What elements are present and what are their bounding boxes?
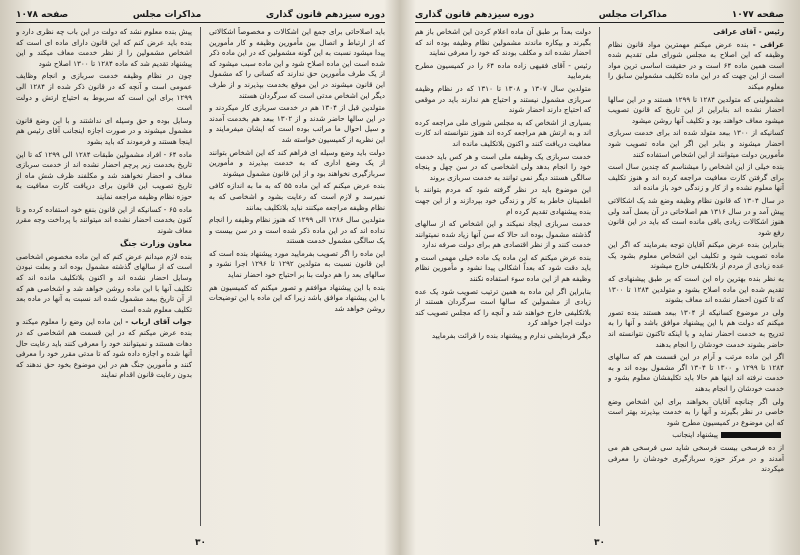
left-page [6, 4, 395, 551]
paragraph: ماده ۶۵ - کسانیکه از این قانون بنفع خود استفاده کرده و تا کنون بخدمت احضار نشده اند میتوانند با پرداخت وجه مقرر معاف شوند [16, 204, 192, 235]
paragraph: باید اصلاحاتی برای جمع این اشکالات و مخصوصاً اشکالاتی که از ارتباط و اتصال بین مأمورین وظیفه و کار مأمورین پیدا میشود نسبت به این گونه مشمولین که در این ماده ذکر شده است این ماده اصلاح شود و این ماده سبب میشود که از یک طرف مأمورین حق ندارند که کسانی را که مشمول این قانون میشوند در این موقع بخدمت بپذیرند و از طرف دیگر این اشخاص مدتی است که سرگردان هستند [209, 27, 385, 100]
left-header-title: دوره سیزدهم قانون گذاری [265, 10, 385, 20]
left-page-col-right [209, 27, 385, 526]
left-header-center: مذاکرات مجلس [132, 10, 202, 20]
paragraph: ولی در موضوع کسانیکه از ۱۳۰۴ ببعد هستند بنده تصور میکنم که دولت هم با این پیشنهاد موافق باشد و آنها را به تدریج به خدمت احضار نماید و یا اینکه تاکنون نتوانسته اند حاضر بشوند خدمت خودشان را انجام بدهند [608, 307, 784, 349]
paragraph: دولت باید وضع وسیله ای فراهم کند که این اشخاص بتوانند از یک وضع اداری که به خدمت بپذیرند و مأمورین سربازگیری نخواهند بود و از این قانون مشمول میشوند [209, 147, 385, 178]
paragraph: بسیاری از اشخاص که به مجلس شورای ملی مراجعه کرده اند و به ارتش هم مراجعه کرده اند هنوز نتوانسته اند کارت معافیت دریافت کنند و اکنون بلاتکلیف مانده اند [415, 117, 591, 148]
redacted-paragraph [608, 430, 784, 441]
paragraph: بنده عرض میکنم که این ماده یک ماده خیلی مهمی است و باید دقت شود که بعداً اشکالی پیدا نشود و مأمورین نظام وظیفه هم از این ماده سوء استفاده نکنند [415, 252, 591, 284]
right-header-page-number: صفحه ۱۰۷۷ [731, 10, 784, 20]
paragraph: بنده عرض میکنم که این ماده ۵۵ که به ما به اندازه کافی نمیرسد و لازم است که رعایت بشود و اشخاصی که به نظام وظیفه مراجعه میکنند نباید بلاتکلیف بمانند [209, 181, 385, 212]
left-page-header [16, 8, 385, 23]
paragraph: بنده خیلی از این اشخاص را میشناسم که چندین سال است برای گرفتن کارت معافیت مراجعه کرده اند و هنوز تکلیف آنها معلوم نشده و از کار و زندگی خود باز مانده اند [608, 162, 784, 193]
speaker-paragraph [608, 40, 784, 93]
paragraph: خدمت سربازی یک وظیفه ملی است و هر کس باید خدمت خود را انجام بدهد ولی اشخاصی که در سن چهل و پنجاه سالگی هستند دیگر نمی توانند به خدمت سربازی بروند [415, 151, 591, 182]
section-title: معاون وزارت جنگ [119, 239, 192, 249]
paragraph: بنابراین اگر این ماده به همین ترتیب تصویب شود یک عده زیادی از مشمولین که سالها است سرگردان هستند از بلاتکلیفی خارج خواهند شد و آنچه را که مجلس تصویب کند دولت اجرا خواهد کرد [415, 286, 591, 328]
paragraph: بنابراین بنده عرض میکنم آقایان توجه بفرمایند که اگر این ماده تصویب شود و تکلیف این اشخاص معلوم بشود یک عده زیادی از مردم از بلاتکلیفی خارج میشوند [608, 240, 784, 271]
left-page-footer: ۳۰ [195, 538, 206, 548]
speaker-label: عراقی - [752, 39, 784, 49]
paragraph: از ده فرسخی بیست فرسخی شاید سی فرسخی هم می آمدند و در مرکز حوزه سربازگیری خودشان را معرفی میکردند [608, 442, 784, 474]
speaker-text: این ماده این وضع را معلوم میکند و بنده عرض میکنم که در این قسمت هم اشخاصی که در دهات هستند و نمیتوانند خود را معرفی کنند باید رعایت حال آنها شده و اجازه داده شود که تا مدتی مقرر خود را معرفی کنند و مأمورین جنگ هم در این موضوع بخود حق ندهند که بدون رعایت قانون اقدام نمایند [16, 317, 192, 380]
left-page-columns [16, 27, 385, 526]
column-divider [599, 27, 600, 526]
paragraph: دیگر فرمایشی ندارم و پیشنهاد بنده را قرائت بفرمایید [431, 331, 591, 341]
speaker-label: رئیس - آقای عراقی [713, 27, 784, 36]
paragraph: متولدین قبل از ۱۳۰۴ هم در خدمت سربازی کار میکردند و در این سالها حاضر شدند و از ۱۳۰۲ ببعد هم بخدمت آمدند و سیل احوال ما مراتب بوده است که ایشان میفرمایند و این نظریه از کمیسیون خواسته شد [209, 103, 385, 144]
paragraph: وسایل بوده و حق وسیله ای نداشتند و با این وضع قانون مشمول میشوند و در صورت اجازه اینجانب آقای رئیس هم اینجا هستند و فرمودند که باید بشود [16, 115, 192, 146]
paragraph: بنده لازم میدانم عرض کنم که این ماده مخصوص اشخاصی است که از سالهای گذشته مشمول بوده اند و بعلت نبودن وسایل احضار نشده اند و اکنون بلاتکلیف مانده اند که تکلیف آنها با این ماده روشن خواهد شد و اشخاصی هم که از آن تاریخ ببعد مشمول شده اند نسبت به آنها در ماده بعد تکلیف معلوم شده است [16, 251, 192, 314]
redaction-mark [721, 432, 781, 438]
speaker-label: جواب آقای ارباب - [125, 317, 192, 327]
paragraph: این موضوع باید در نظر گرفته شود که مردم بتوانند با اطمینان خاطر به کار و زندگی خود بپردازند و از این جهت بنده پیشنهادی تقدیم کرده ام [415, 185, 591, 216]
paragraph: رئیس - آقای فقیهی زاده ماده ۶۴ را در کمیسیون مطرح بفرمایید [415, 60, 591, 81]
right-page-col-right [608, 27, 784, 526]
speaker-paragraph [16, 317, 192, 381]
right-page-header [415, 8, 784, 23]
right-header-title: دوره سیزدهم قانون گذاری [415, 10, 535, 20]
paragraph: متولدین سال ۱۲۸۶ الی ۱۲۹۹ که هنوز نظام وظیفه را انجام نداده اند که در این ماده ذکر شده است و در سن بیست و یک سالگی مشمول خدمت هستند [209, 215, 385, 246]
redacted-note: پیشنهاد اینجانب [672, 430, 718, 440]
right-header-center: مذاکرات مجلس [598, 10, 668, 20]
paragraph: چون در نظام وظیفه خدمت سربازی و انجام وظایف عمومی است و آنچه که در قانون ذکر شده از ۱۲۸۴ الی ۱۲۹۹ برای این است که سربوط به احتیاج ارتش و دولت است [16, 71, 192, 113]
paragraph: به نظر بنده بهترین راه این است که بر طبق پیشنهادی که تقدیم شده این ماده اصلاح بشود و متولدین ۱۲۸۴ تا ۱۳۰۰ که تا کنون احضار نشده اند معاف بشوند [608, 274, 784, 305]
paragraph: این ماده را اگر تصویب بفرمایید مورد پیشنهاد بنده است که این قانون نسبت به متولدین ۱۲۹۲ تا ۱۲۹۶ اجرا نشود و سالهای بعد را هم دولت بنا بر احتیاج خود احضار نماید [209, 248, 385, 280]
paragraph: دولت بعداً بر طبق آن ماده اعلام کردن این اشخاص باز هم بگیرند و بیکاره ماندند مشمولین نظام وظیفه بوده اند که احضار نشده اند و مکلف بودند که خود را معرفی نمایند [415, 27, 591, 58]
paragraph: بنده با این پیشنهاد موافقم و تصور میکنم که کمیسیون هم با این پیشنهاد موافق باشد زیرا که این ماده با این توضیحات روشن خواهد شد [209, 282, 385, 313]
paragraph: متولدین سال ۱۳۰۷ و ۱۳۰۸ تا ۱۳۱۰ که در نظام وظیفه سربازی مشمول نیستند و احتیاج هم ندارند باید در موقعی که احتیاج دارند احضار شوند [415, 83, 591, 115]
speaker-paragraph [608, 27, 784, 38]
paragraph: پیش بنده معلوم نشد که دولت در این باب چه نظری دارد و بنده باید عرض کنم که این قانون دارای ماده ای است که اشخاص مشمولین را از نظر خدمت معاف میکند و این پیشنهاد تقدیم شد که ماده ۱۲۸۴ تا ۱۳۰۰ اصلاح شود [16, 27, 192, 68]
paragraph: خدمت سربازی ایجاد نمیکند و این اشخاص که از سالهای گذشته مشمول بوده اند حالا که سن آنها زیاد شده نمیتوانند خدمت کنند و از نظر اقتصادی هم برای دولت صرفه ندارد [415, 219, 591, 250]
paragraph: ولی اگر چنانچه آقایان بخواهند برای این اشخاص وضع خاصی در نظر بگیرند و آنها را به خدمت بپذیرند بهتر است که این موضوع در کمیسیون مطرح شود [608, 396, 784, 427]
paragraph: اگر این ماده مرتب و آرام در این قسمت هم که سالهای ۱۲۸۴ تا ۱۲۹۹ و ۱۳۰۰ تا ۱۳۰۴ اگر مشمول بوده اند و به خدمت نرفته اند اینها هم حالا باید تکلیفشان معلوم بشود و خدمت خودشان را انجام بدهند [608, 352, 784, 393]
paragraph: ماده ۶۴ - افراد مشمولین طبقات ۱۲۸۴ الی ۱۲۹۹ که تا این تاریخ بخدمت زیر پرچم احضار نشده اند از خدمت سربازی معاف و احضار نخواهند شد و مکلفند ظرف شش ماه از تاریخ تصویب این قانون برای دریافت کارت معافیت به حوزه نظام وظیفه مراجعه نمایند [16, 149, 192, 201]
paragraph: مشمولینی که متولدین ۱۲۸۴ تا ۱۲۹۹ هستند و در این سالها احضار نشده اند بنابراین از این تاریخ که قانون تصویب میشود معاف خواهند بود و تکلیف آنها روشن میشود [608, 94, 784, 125]
paragraph: کسانیکه از ۱۳۰۰ ببعد متولد شده اند برای خدمت سربازی احضار میشوند و بنابر این اگر این ماده تصویب شود مأمورین دولت میتوانند از این اشخاص استفاده کنند [608, 128, 784, 159]
left-page-col-left [16, 27, 192, 526]
speaker-text: بنده عرض میکنم مهمترین مواد قانون نظام وظیفه که این اصلاح به مجلس شورای ملی تقدیم شده است همین ماده ۶۴ است و در حقیقت اساسی ترین مواد است از این جهت که در این ماده تکلیف مشمولین سابق را معلوم میکند [608, 39, 784, 91]
right-page [405, 4, 794, 551]
paragraph: در سال ۱۳۰۴ که قانون نظام وظیفه وضع شد یک اشکالاتی پیش آمد و در سال ۱۳۱۶ هم اصلاحاتی در آن بعمل آمد ولی هنوز اشکالات زیادی باقی مانده است که باید در این قانون رفع شود [608, 195, 784, 237]
right-page-col-left [415, 27, 591, 526]
right-page-footer: ۳۰ [594, 538, 605, 548]
right-page-columns [415, 27, 784, 526]
column-divider [200, 27, 201, 526]
left-header-page-number: صفحه ۱۰۷۸ [16, 10, 69, 20]
